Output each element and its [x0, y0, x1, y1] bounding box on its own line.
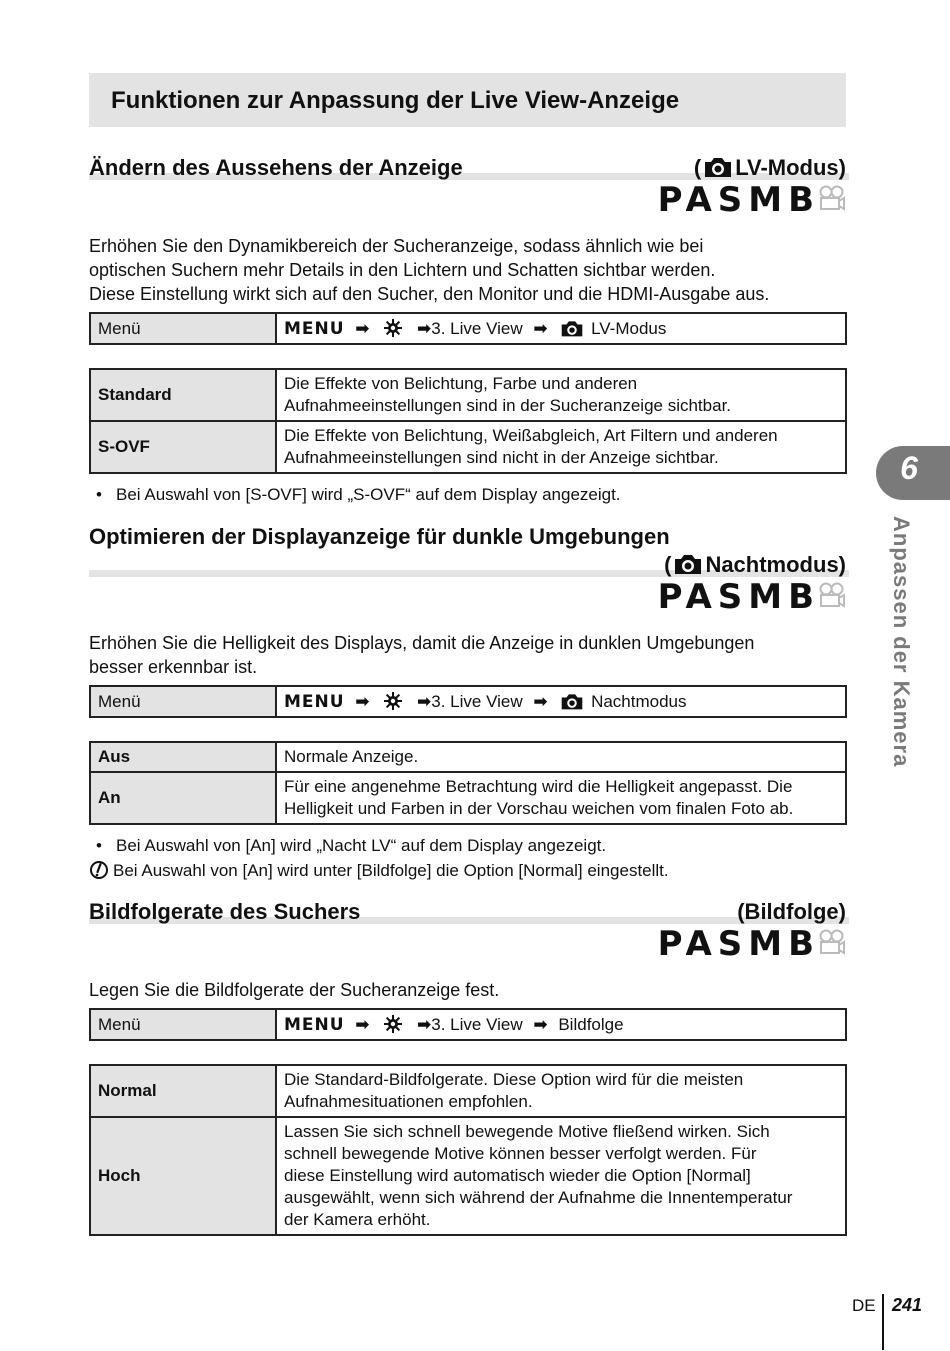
- movie-camera-icon: [818, 582, 846, 608]
- table-row: [90, 772, 846, 824]
- option-key: An: [90, 772, 276, 824]
- caution-icon: [89, 860, 109, 880]
- option-key: Normal: [90, 1065, 276, 1117]
- footer-divider: [882, 1294, 884, 1350]
- right-arrow-icon: ➡: [533, 1014, 548, 1034]
- right-arrow-icon: ➡: [533, 318, 548, 338]
- movie-camera-icon: [818, 929, 846, 955]
- caution-note: Bei Auswahl von [An] wird unter [Bildfolge] die Option [Normal] eingestellt.: [89, 860, 669, 881]
- menu-path: MENU ➡ ➡3. Live View ➡ Nachtmodus: [276, 686, 846, 717]
- menu-path: MENU ➡ ➡3. Live View ➡ LV-Modus: [276, 313, 846, 344]
- options-table: [89, 368, 847, 474]
- option-key: S-OVF: [90, 421, 276, 473]
- chapter-title: Anpassen der Kamera: [889, 516, 914, 768]
- right-arrow-icon: ➡: [417, 318, 432, 338]
- menu-path-table: [89, 1008, 847, 1041]
- camera-icon: [560, 692, 584, 711]
- option-desc: Lassen Sie sich schnell bewegende Motive fließend wirken. Sich schnell bewegende Motive können besser verfolgt werden. Für diese Einstellung wird automatisch wieder die Option [Normal] ausgewählt, wenn sich während der Aufnahme die Innentemperatur der Kamera erhöht.: [276, 1117, 846, 1235]
- camera-icon: [673, 552, 703, 576]
- option-key: Aus: [90, 742, 276, 772]
- right-arrow-icon: ➡: [355, 1014, 370, 1034]
- note: • Bei Auswahl von [An] wird „Nacht LV“ auf dem Display angezeigt.: [96, 836, 607, 855]
- right-arrow-icon: ➡: [533, 691, 548, 711]
- gear-icon: [384, 1015, 402, 1033]
- option-desc: Die Standard-Bildfolgerate. Diese Option wird für die meisten Aufnahmesituationen empfohlen.: [276, 1065, 846, 1117]
- gear-icon: [384, 692, 402, 710]
- section-tag-2: ( Nachtmodus): [664, 552, 846, 577]
- option-key: Standard: [90, 369, 276, 421]
- section-tag-3: (Bildfolge): [737, 899, 846, 924]
- option-desc: Normale Anzeige.: [276, 742, 846, 772]
- option-desc: Die Effekte von Belichtung, Weißabgleich, Art Filtern und anderen Aufnahmeeinstellungen sind nicht in der Anzeige sichtbar.: [276, 421, 846, 473]
- chapter-number: 6: [900, 450, 918, 486]
- camera-icon: [703, 155, 733, 179]
- menu-path-table: [89, 685, 847, 718]
- note: • Bei Auswahl von [S-OVF] wird „S-OVF“ auf dem Display angezeigt.: [96, 485, 621, 504]
- shooting-modes: PASMB: [658, 924, 846, 964]
- right-arrow-icon: ➡: [417, 691, 432, 711]
- menu-path: MENU ➡ ➡3. Live View ➡ Bildfolge: [276, 1009, 846, 1040]
- section-tag-1: ( LV-Modus): [693, 155, 846, 180]
- right-arrow-icon: ➡: [355, 318, 370, 338]
- section-title-2: Optimieren der Displayanzeige für dunkle Umgebungen: [89, 524, 670, 549]
- options-table: [89, 1064, 847, 1236]
- table-row: [90, 369, 846, 421]
- right-arrow-icon: ➡: [355, 691, 370, 711]
- table-row: [90, 421, 846, 473]
- section-title-3: Bildfolgerate des Suchers: [89, 899, 361, 924]
- option-desc: Die Effekte von Belichtung, Farbe und anderen Aufnahmeeinstellungen sind in der Sucheranzeige sichtbar.: [276, 369, 846, 421]
- section-description-2: Erhöhen Sie die Helligkeit des Displays, damit die Anzeige in dunklen Umgebungen besser erkennbar ist.: [89, 633, 755, 677]
- section-title-1: Ändern des Aussehens der Anzeige: [89, 155, 463, 180]
- gear-icon: [384, 319, 402, 337]
- movie-camera-icon: [818, 185, 846, 211]
- option-key: Hoch: [90, 1117, 276, 1235]
- shooting-modes: PASMB: [658, 180, 846, 220]
- option-desc: Für eine angenehme Betrachtung wird die Helligkeit angepasst. Die Helligkeit und Farben in der Vorschau weichen vom finalen Foto ab.: [276, 772, 846, 824]
- table-row: [90, 742, 846, 772]
- table-row: [90, 1117, 846, 1235]
- page-title: Funktionen zur Anpassung der Live View-Anzeige: [111, 87, 680, 114]
- options-table: [89, 741, 847, 825]
- shooting-modes: PASMB: [658, 577, 846, 617]
- camera-icon: [560, 319, 584, 338]
- menu-path-table: [89, 312, 847, 345]
- right-arrow-icon: ➡: [417, 1014, 432, 1034]
- page-number: 241: [892, 1295, 923, 1315]
- section-description-1: Erhöhen Sie den Dynamikbereich der Sucheranzeige, sodass ähnlich wie bei optischen Suchern mehr Details in den Lichtern und Schatten sichtbar werden. Diese Einstellung wirkt sich auf den Sucher, den Monitor und die HDMI-Ausgabe aus.: [89, 236, 770, 304]
- menu-label: Menü: [90, 313, 276, 344]
- footer-language: DE: [852, 1296, 876, 1315]
- table-row: [90, 1065, 846, 1117]
- menu-label: Menü: [90, 686, 276, 717]
- menu-label: Menü: [90, 1009, 276, 1040]
- section-description-3: Legen Sie die Bildfolgerate der Sucheranzeige fest.: [89, 980, 500, 1000]
